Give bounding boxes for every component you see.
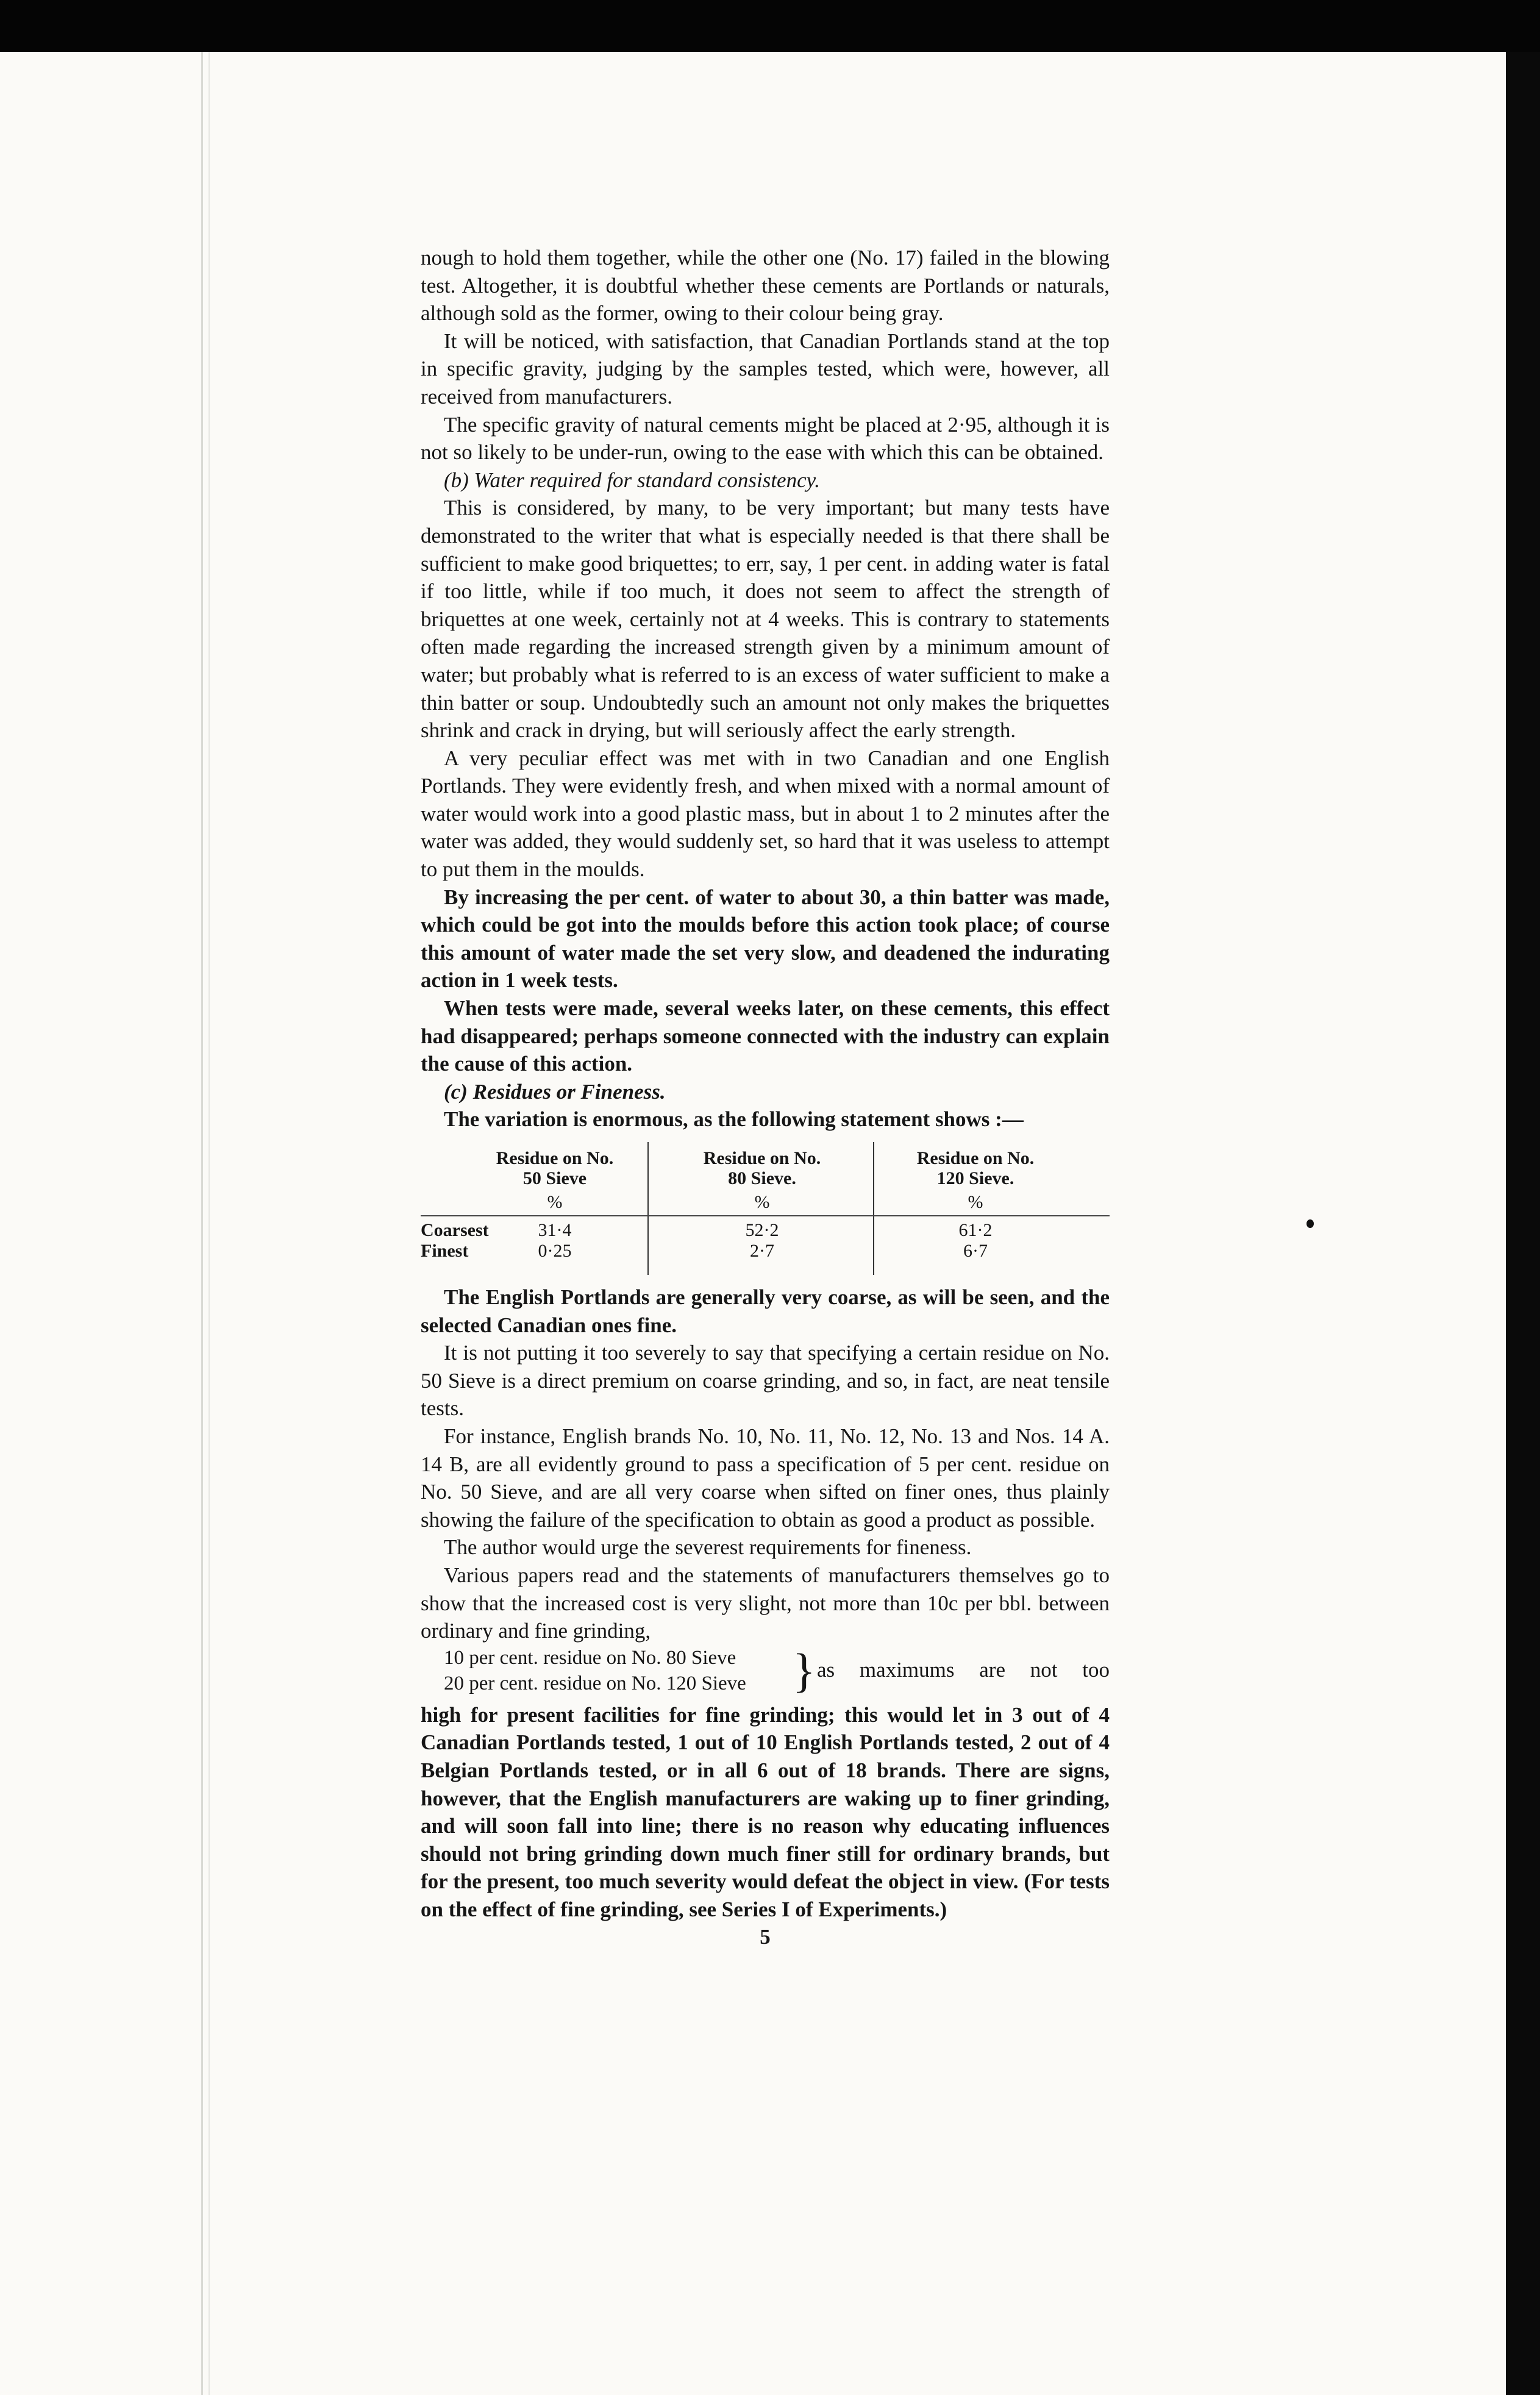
paragraph: For instance, English brands No. 10, No. 11, No. 12, No. 13 and Nos. 14 A. 14 B, are all evidently ground to pass a specification of 5 per cent. residue on No. 50 Sieve, and are all very coarse when sifted on finer ones, thus plainly showing the failure of the specification to obtain as good a product as possible. — [421, 1424, 1110, 1532]
right-black-border — [1506, 52, 1540, 2395]
paragraph: It will be noticed, with satisfaction, that Canadian Portlands stand at the top in specific gravity, judging by the samples tested, which were, however, all received from manufacturers. — [421, 329, 1110, 409]
table-cell: 0·25 — [538, 1241, 572, 1261]
right-brace: } — [793, 1643, 816, 1697]
header-line: 120 Sieve. — [936, 1168, 1014, 1188]
percent-sign: % — [547, 1192, 563, 1212]
binding-margin-line — [201, 52, 203, 2395]
brace-lines — [444, 1645, 746, 1696]
paragraph: Various papers read and the statements of manufacturers themselves go to show that the increased cost is very slight, not more than 10c per bbl. between ordinary and fine grinding, — [421, 1563, 1110, 1643]
binding-margin-line — [209, 52, 210, 2395]
brace-continuation: as maximums are not too — [817, 1657, 1110, 1682]
paragraph: A very peculiar effect was met with in two Canadian and one English Portlands. They were evidently fresh, and when mixed with a normal amount of water would work into a good plastic mass, but in about 1 to 2 minutes after the water was added, they would suddenly set, so hard that it was useless to attempt to put them in the moulds. — [421, 746, 1110, 882]
table-column-header — [689, 1148, 835, 1188]
paragraph: nough to hold them together, while the other one (No. 17) failed in the blowing test. Altogether, it is doubtful whether these cements are Portlands or naturals, although sold as the former, owing to their colour being gray. — [421, 246, 1110, 326]
table-cell: 2·7 — [750, 1241, 774, 1261]
paragraph: The variation is enormous, as the following statement shows :— — [444, 1107, 1024, 1132]
paragraph: When tests were made, several weeks later, on these cements, this effect had disappeared; perhaps someone connected with the industry can explain the cause of this action. — [421, 996, 1110, 1076]
ink-spot — [1307, 1219, 1314, 1228]
table-cell: 31·4 — [538, 1220, 572, 1240]
header-line: Residue on No. — [496, 1148, 614, 1168]
sieve-maximums — [421, 1645, 1110, 1701]
header-line: Residue on No. — [703, 1148, 821, 1168]
table-cell: 61·2 — [958, 1220, 993, 1240]
table-rule — [421, 1215, 1110, 1216]
residue-table — [421, 1137, 1110, 1283]
header-line: 80 Sieve. — [728, 1168, 796, 1188]
page-body — [421, 244, 1110, 1951]
table-cell: 6·7 — [963, 1241, 988, 1261]
top-black-border — [0, 0, 1540, 52]
row-label-finest: Finest — [421, 1241, 469, 1261]
table-cell: 52·2 — [745, 1220, 779, 1240]
brace-line-1: 10 per cent. residue on No. 80 Sieve — [444, 1646, 736, 1669]
header-line: 50 Sieve — [522, 1168, 587, 1188]
percent-sign: % — [754, 1192, 770, 1212]
paragraph: The author would urge the severest requirements for fineness. — [444, 1535, 972, 1560]
percent-sign: % — [968, 1192, 983, 1212]
paragraph: high for present facilities for fine grinding; this would let in 3 out of 4 Canadian Portlands tested, 1 out of 10 English Portlands tested, 2 out of 4 Belgian Portlands tested, or in all 6 out of 18 brands. There are signs, however, that the English manufacturers are waking up to finer grinding, and will soon fall into line; there is no reason why educating influences should not bring grinding down much finer still for ordinary brands, but for the present, too much severity would defeat the object in view. (For tests on the effect of fine grinding, see Series I of Experiments.) — [421, 1702, 1110, 1921]
table-column-header — [902, 1148, 1049, 1188]
row-label-coarsest: Coarsest — [421, 1220, 489, 1240]
column-divider — [873, 1142, 874, 1275]
header-line: Residue on No. — [916, 1148, 1035, 1168]
paragraph: It is not putting it too severely to say that specifying a certain residue on No. 50 Sieve is a direct premium on coarse grinding, and so, in fact, are neat tensile tests. — [421, 1341, 1110, 1421]
column-divider — [647, 1142, 649, 1275]
paragraph: The specific gravity of natural cements might be placed at 2·95, although it is not so likely to be under-run, owing to the ease with which this can be obtained. — [421, 412, 1110, 465]
section-heading-c: (c) Residues or Fineness. — [444, 1079, 666, 1104]
paragraph: The English Portlands are generally very coarse, as will be seen, and the selected Canadian ones fine. — [421, 1285, 1110, 1337]
section-heading-b: (b) Water required for standard consistency. — [444, 468, 820, 492]
paragraph: This is considered, by many, to be very important; but many tests have demonstrated to the writer that what is especially needed is that there shall be sufficient to make good briquettes; to err, say, 1 per cent. in adding water is fatal if too little, while if too much, it does not seem to affect the strength of briquettes at one week, certainly not at 4 weeks. This is contrary to statements often made regarding the increased strength given by a minimum amount of water; but probably what is referred to is an excess of water sufficient to make a thin batter or soup. Undoubtedly such an amount not only makes the briquettes shrink and crack in drying, but will seriously affect the early strength. — [421, 496, 1110, 743]
brace-line-2: 20 per cent. residue on No. 120 Sieve — [444, 1672, 746, 1694]
paragraph: By increasing the per cent. of water to about 30, a thin batter was made, which could be got into the moulds before this action took place; of course this amount of water made the set very slow, and deadened the indurating action in 1 week tests. — [421, 885, 1110, 993]
table-column-header — [482, 1148, 628, 1188]
page-number: 5 — [760, 1925, 771, 1949]
